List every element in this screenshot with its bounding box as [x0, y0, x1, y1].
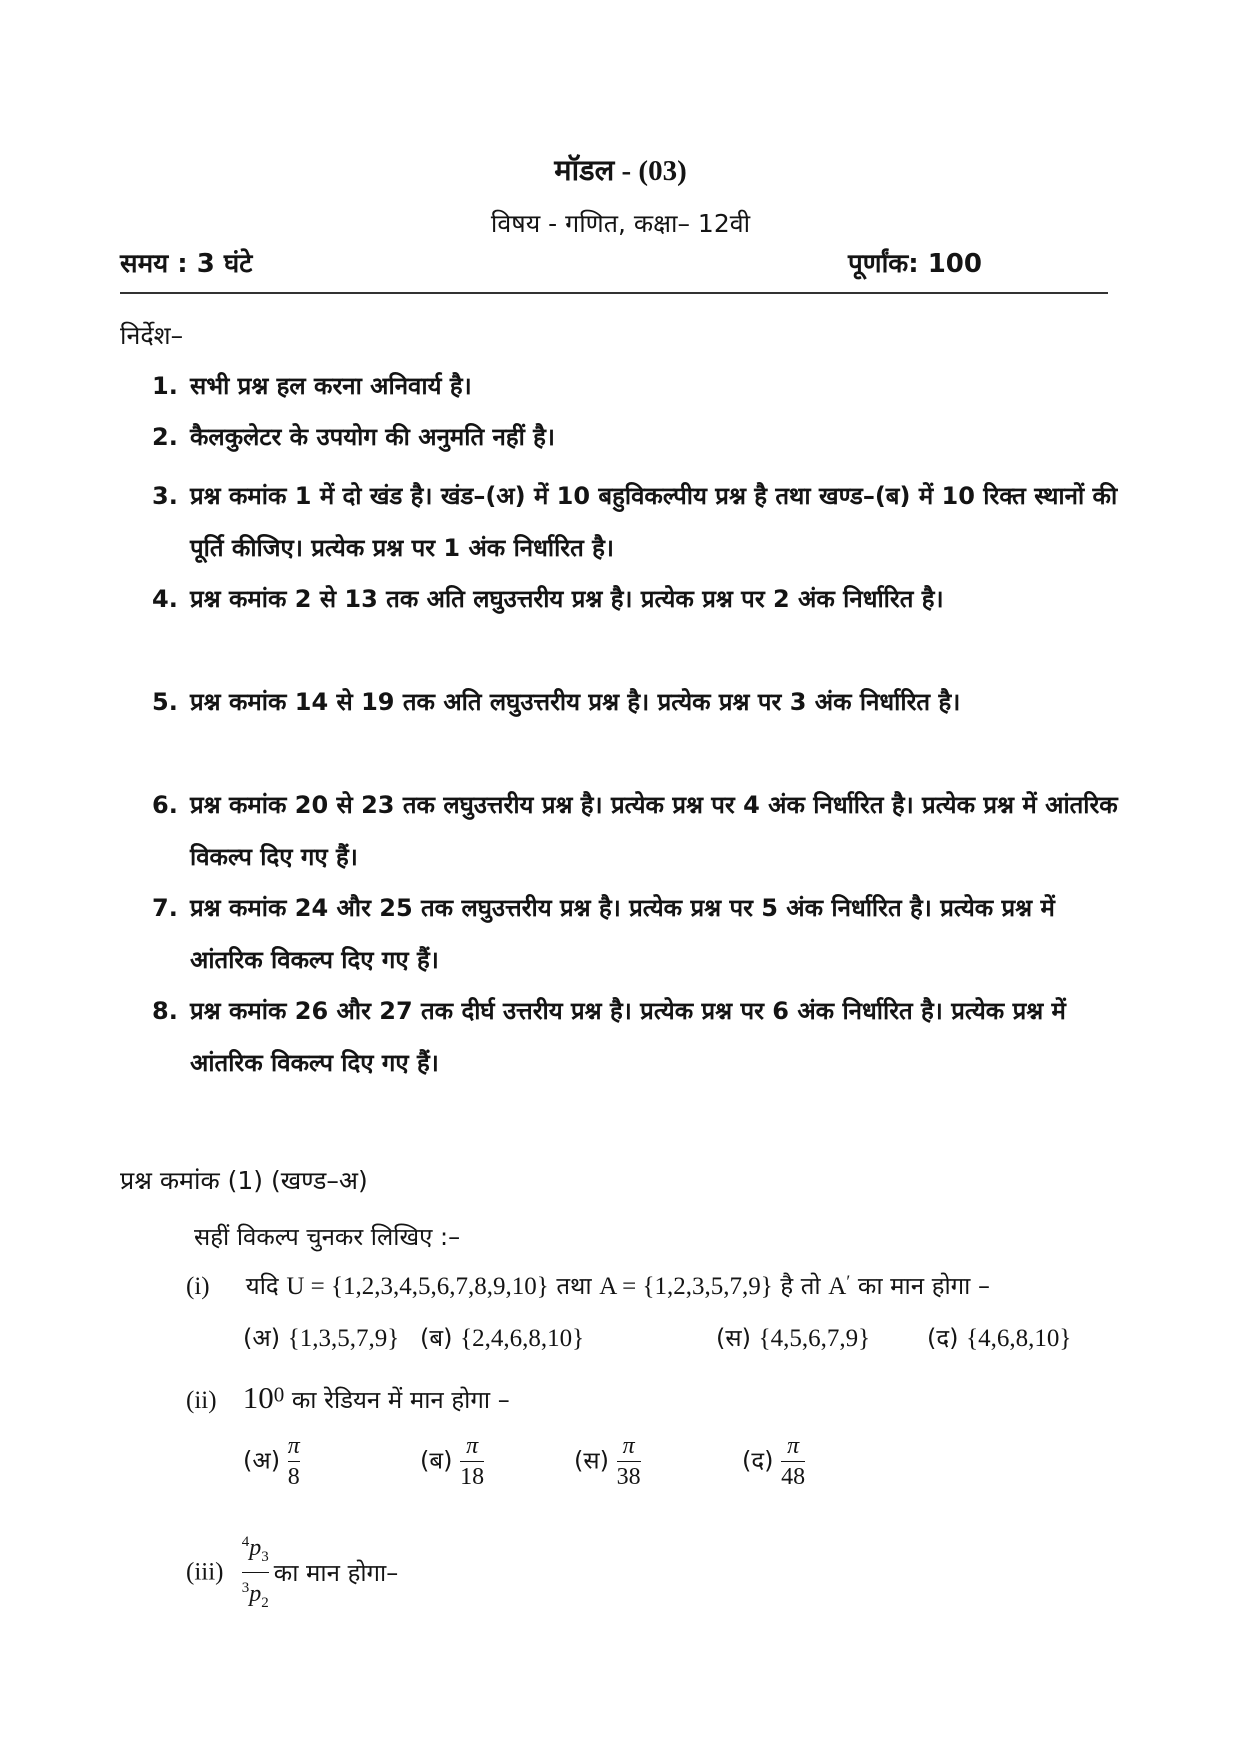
fraction-denominator: 18 [460, 1464, 485, 1490]
question-text: का मान होगा– [273, 1558, 399, 1587]
option-label: (द) [742, 1446, 774, 1475]
fraction-numerator: π [787, 1433, 800, 1459]
fraction-numerator: $^4p_3$ [241, 1534, 269, 1565]
instruction-item [152, 882, 1132, 986]
instruction-number: 1. [152, 372, 178, 400]
fraction-bar [617, 1461, 641, 1462]
question-text: का रेडियन में मान होगा – [284, 1386, 510, 1414]
fraction-bar [288, 1461, 300, 1462]
question-ii [186, 1380, 510, 1416]
fraction-denominator: 48 [781, 1464, 806, 1490]
fraction [288, 1432, 300, 1491]
question-text: का मान होगा – [850, 1272, 991, 1300]
option-a [243, 1321, 399, 1354]
fraction-denominator: 38 [616, 1464, 641, 1490]
instruction-number: 2. [152, 423, 178, 451]
fraction-bar [242, 1572, 269, 1573]
option-d [927, 1321, 1071, 1354]
fraction [617, 1432, 641, 1491]
fraction-numerator: π [287, 1433, 300, 1459]
instruction-text: प्रश्न कमांक 2 से 13 तक अति लघुउत्तरीय प्रश्न है। प्रत्येक प्रश्न पर 2 अंक निर्धारित है। [190, 585, 944, 613]
paper-title: मॉडल - (03) [554, 155, 687, 187]
option-c [716, 1321, 870, 1354]
instruction-number: 5. [152, 688, 178, 716]
instruction-text: प्रश्न कमांक 1 में दो खंड है। खंड–(अ) में 10 बहुविकल्पीय प्रश्न है तथा खण्ड–(ब) में 10 रिक्त स्थानों की पूर्ति कीजिए। प्रत्येक प्रश्न पर 1 अंक निर्धारित है। [190, 482, 1118, 562]
instruction-text: प्रश्न कमांक 14 से 19 तक अति लघुउत्तरीय प्रश्न है। प्रत्येक प्रश्न पर 3 अंक निर्धारित है। [190, 688, 961, 716]
option-label: (स) [716, 1324, 751, 1352]
fraction-numerator: π [466, 1433, 479, 1459]
option-value: {4,6,8,10} [966, 1325, 1072, 1352]
fraction-bar [460, 1461, 484, 1462]
instruction-text: कैलकुलेटर के उपयोग की अनुमति नहीं है। [190, 423, 555, 451]
instruction-item [152, 676, 1132, 728]
option-label: (अ) [243, 1324, 281, 1352]
instruction-text: प्रश्न कमांक 20 से 23 तक लघुउत्तरीय प्रश्न है। प्रत्येक प्रश्न पर 4 अंक निर्धारित है। प्रत्येक प्रश्न में आंतरिक विकल्प दिए गए हैं। [190, 791, 1118, 871]
option-b [420, 1432, 484, 1491]
fraction [781, 1432, 805, 1491]
instruction-number: 8. [152, 997, 178, 1025]
instruction-text: सभी प्रश्न हल करना अनिवार्य है। [190, 372, 472, 400]
fraction-denominator: 8 [287, 1464, 300, 1490]
option-label: (द) [927, 1324, 959, 1352]
option-a [243, 1432, 300, 1491]
question-text: तथा [548, 1272, 600, 1300]
section-a-instruction: सहीं विकल्प चुनकर लिखिए :– [194, 1223, 461, 1251]
option-value: {1,3,5,7,9} [287, 1325, 400, 1352]
question-number: (i) [186, 1273, 210, 1300]
permutation-fraction [242, 1528, 269, 1617]
option-label: (अ) [243, 1446, 281, 1475]
option-value: {4,5,6,7,9} [758, 1325, 871, 1352]
set-name: A [828, 1273, 847, 1300]
option-label: (ब) [420, 1324, 453, 1352]
question-i [186, 1269, 990, 1302]
option-value: {2,4,6,8,10} [460, 1325, 585, 1352]
paper-subtitle: विषय - गणित, कक्षा– 12वी [490, 209, 751, 238]
complement-mark: ′ [846, 1271, 851, 1292]
question-number: (iii) [186, 1558, 224, 1586]
fraction [460, 1432, 484, 1491]
option-label: (ब) [420, 1446, 453, 1475]
option-b [420, 1321, 584, 1354]
total-marks: पूर्णांक: 100 [848, 249, 982, 279]
angle-base: 10 [242, 1380, 274, 1415]
instructions-heading: निर्देश– [120, 321, 184, 350]
instruction-item [152, 411, 1132, 463]
question-text: यदि [245, 1272, 287, 1300]
instruction-text: प्रश्न कमांक 26 और 27 तक दीर्घ उत्तरीय प्रश्न है। प्रत्येक प्रश्न पर 6 अंक निर्धारित है। प्रत्येक प्रश्न में आंतरिक विकल्प दिए गए हैं। [190, 997, 1066, 1077]
option-c [574, 1432, 641, 1491]
instruction-item [152, 573, 1132, 625]
time-allowed: समय : 3 घंटे [120, 249, 253, 279]
set-u-expression: U = {1,2,3,4,5,6,7,8,9,10} [286, 1273, 549, 1300]
question-iii [186, 1528, 398, 1617]
instruction-item [152, 985, 1132, 1089]
instruction-item [152, 779, 1132, 883]
fraction-bar [781, 1461, 805, 1462]
instruction-number: 7. [152, 894, 178, 922]
fraction-numerator: π [622, 1433, 635, 1459]
header-divider [120, 292, 1108, 294]
instruction-number: 6. [152, 791, 178, 819]
set-a-expression: A = {1,2,3,5,7,9} [599, 1273, 773, 1300]
instruction-text: प्रश्न कमांक 24 और 25 तक लघुउत्तरीय प्रश्न है। प्रत्येक प्रश्न पर 5 अंक निर्धारित है। प्रत्येक प्रश्न में आंतरिक विकल्प दिए गए हैं। [190, 894, 1055, 974]
section-a-heading: प्रश्न कमांक (1) (खण्ड–अ) [120, 1166, 368, 1195]
instruction-number: 3. [152, 482, 178, 510]
degree-exponent: 0 [273, 1382, 285, 1407]
instruction-item [152, 470, 1132, 574]
instruction-number: 4. [152, 585, 178, 613]
option-label: (स) [574, 1446, 609, 1475]
option-d [742, 1432, 805, 1491]
fraction-denominator: $^3p_2$ [241, 1579, 269, 1611]
instruction-item [152, 360, 1132, 412]
question-number: (ii) [186, 1387, 217, 1414]
question-text: है तो [772, 1272, 829, 1300]
